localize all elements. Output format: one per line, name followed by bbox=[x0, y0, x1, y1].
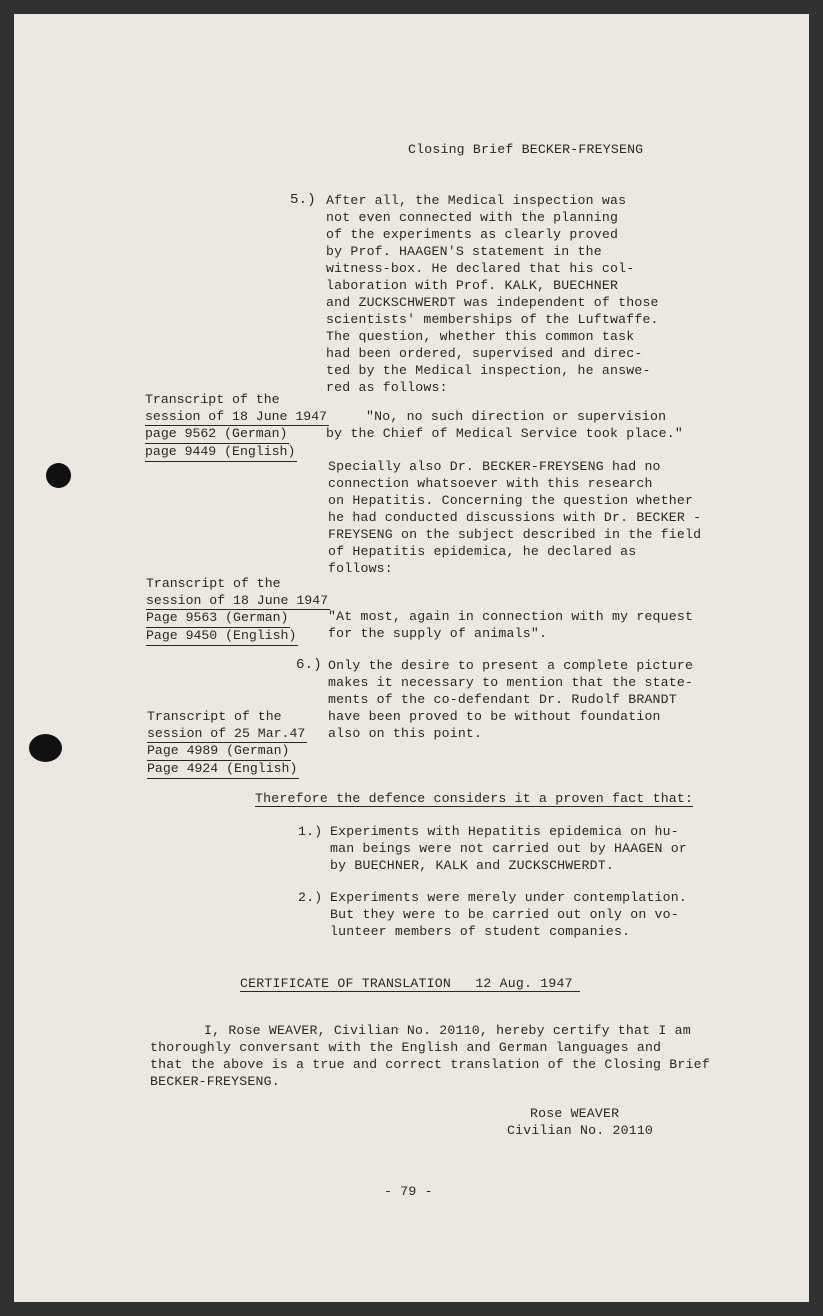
item-number: 1.) bbox=[298, 824, 323, 839]
quote-line: for the supply of animals". bbox=[328, 626, 548, 641]
signature-id: Civilian No. 20110 bbox=[507, 1123, 654, 1138]
certificate-underline bbox=[240, 991, 580, 992]
quote-line: "No, no such direction or supervision bbox=[366, 409, 667, 424]
conclusion-heading: Therefore the defence considers it a proven fact that: bbox=[255, 791, 694, 806]
quote-line: "At most, again in connection with my request bbox=[328, 609, 694, 624]
certificate-heading: CERTIFICATE OF TRANSLATION 12 Aug. 1947 bbox=[240, 976, 573, 991]
section-number: 5.) bbox=[290, 192, 316, 208]
transcript-reference: Transcript of the session of 18 June 1947 Page 9563 (German) Page 9450 (English) bbox=[146, 576, 330, 646]
punch-hole-bottom bbox=[29, 734, 62, 762]
transcript-reference: Transcript of the session of 18 June 1947 page 9562 (German) page 9449 (English) bbox=[145, 392, 329, 462]
transcript-reference: Transcript of the session of 25 Mar.47 Page 4989 (German) Page 4924 (English) bbox=[147, 709, 307, 779]
item-number: 2.) bbox=[298, 890, 323, 905]
signature-name: Rose WEAVER bbox=[530, 1106, 620, 1121]
header-title: Closing Brief BECKER-FREYSENG bbox=[408, 142, 644, 157]
page-number: - 79 - bbox=[384, 1184, 433, 1199]
punch-hole-top bbox=[46, 463, 71, 488]
quote-line: by the Chief of Medical Service took place." bbox=[326, 426, 684, 441]
section-number: 6.) bbox=[296, 657, 322, 673]
